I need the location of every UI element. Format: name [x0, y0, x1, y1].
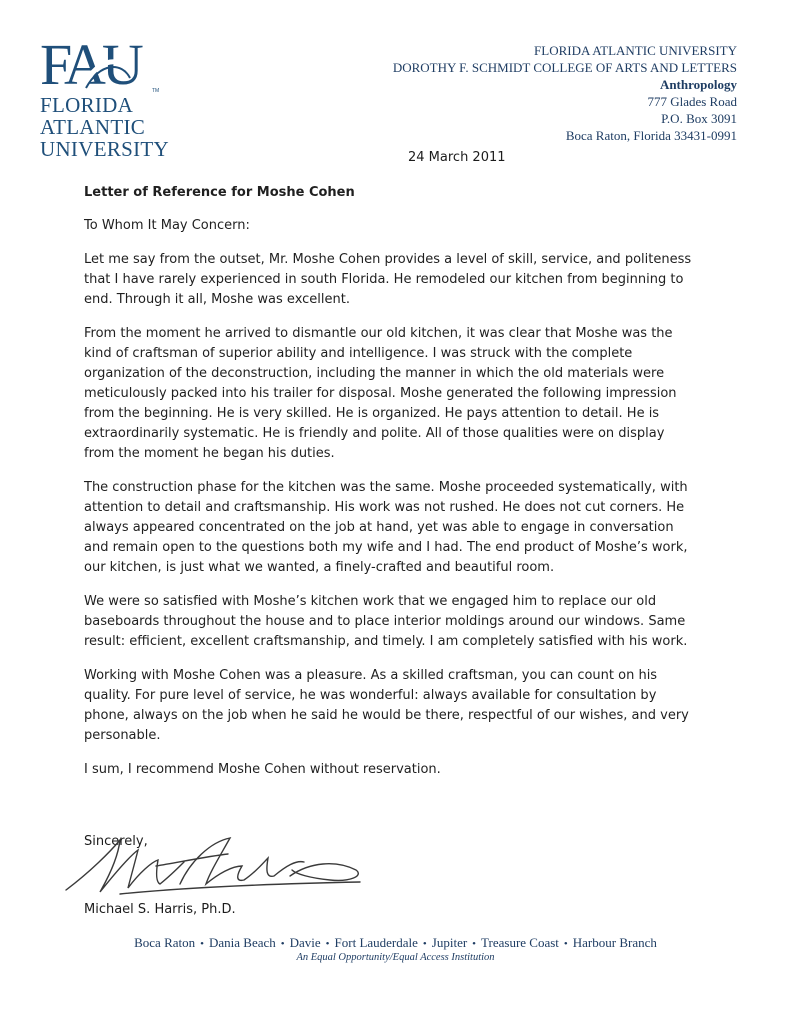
campus-davie: Davie [289, 935, 321, 950]
paragraph-1: Let me say from the outset, Mr. Moshe Cohen provides a level of skill, service, and politeness that I have rarely experienced in south Florida. He remodeled our kitchen from beginning to end. Through it all, Moshe was excellent. [84, 252, 692, 307]
letter-title: Letter of Reference for Moshe Cohen [84, 185, 355, 200]
trademark-mark: TM [152, 88, 160, 94]
letterhead [393, 42, 737, 144]
logo-line-university: UNIVERSITY [40, 137, 169, 161]
campus-list [0, 935, 791, 951]
po-box: P.O. Box 3091 [661, 111, 737, 126]
paragraph-3: The construction phase for the kitchen was the same. Moshe proceeded systematically, with attention to detail and craftsmanship. His work was not rushed. He does not cut corners. He always appeared concentrated on the job at hand, yet was able to engage in conversation and remain open to the questions both my wife and I had. The end product of Moshe’s work, our kitchen, is just what we wanted, a finely-crafted and beautiful room. [84, 480, 688, 575]
campus-treasure-coast: Treasure Coast [481, 935, 559, 950]
logo-line-florida: FLORIDA [40, 93, 134, 117]
campus-boca-raton: Boca Raton [134, 935, 196, 950]
fau-logo [40, 34, 180, 161]
letter-body [84, 183, 694, 794]
handwritten-signature [60, 832, 380, 902]
footer [0, 935, 791, 963]
street-address: 777 Glades Road [647, 94, 737, 109]
bullet-separator: • [200, 938, 204, 950]
logo-mark-text: FAU [40, 34, 140, 94]
closing: Sincerely, [84, 834, 148, 849]
fau-monogram-icon [40, 34, 170, 94]
equal-opportunity-statement: An Equal Opportunity/Equal Access Institution [296, 952, 495, 963]
university-name: FLORIDA ATLANTIC UNIVERSITY [534, 43, 737, 58]
campus-harbour-branch: Harbour Branch [572, 935, 657, 950]
city-state-zip: Boca Raton, Florida 33431-0991 [565, 128, 737, 143]
signer-name: Michael S. Harris, Ph.D. [84, 902, 236, 917]
department-name: Anthropology [659, 77, 737, 92]
logo-line-atlantic: ATLANTIC [40, 115, 146, 139]
campus-jupiter: Jupiter [431, 935, 468, 950]
letter-date: 24 March 2011 [408, 150, 506, 165]
bullet-separator: • [563, 938, 568, 950]
paragraph-2: From the moment he arrived to dismantle our old kitchen, it was clear that Moshe was the kind of craftsman of superior ability and intelligence. I was struck with the complete organization of the deconstruction, including the manner in which the old materials were meticulously packed into his trailer for disposal. Moshe generated the following impression from the beginning. He is very skilled. He is organized. He pays attention to detail. He is extraordinarily systematic. He is friendly and polite. All of those qualities were on display from the moment he began his duties. [84, 326, 677, 461]
college-name: DOROTHY F. SCHMIDT COLLEGE OF ARTS AND LETTERS [392, 60, 737, 75]
paragraph-4: We were so satisfied with Moshe’s kitchen work that we engaged him to replace our old baseboards throughout the house and to place interior moldings around our windows. Same result: efficient, excellent craftsmanship, and timely. I am completely satisfied with his work. [84, 594, 688, 649]
paragraph-5: Working with Moshe Cohen was a pleasure. As a skilled craftsman, you can count on his quality. For pure level of service, he was wonderful: always available for consultation by phone, always on the job when he said he would be there, respectful of our wishes, and very personable. [84, 668, 689, 743]
fau-logo-mark [40, 34, 170, 92]
bullet-separator: • [325, 938, 330, 950]
salutation: To Whom It May Concern: [84, 218, 250, 233]
bullet-separator: • [280, 938, 285, 950]
bullet-separator: • [422, 938, 427, 950]
bullet-separator: • [472, 938, 477, 950]
campus-dania-beach: Dania Beach [208, 935, 276, 950]
paragraph-6: I sum, I recommend Moshe Cohen without reservation. [84, 762, 441, 777]
campus-fort-lauderdale: Fort Lauderdale [334, 935, 418, 950]
